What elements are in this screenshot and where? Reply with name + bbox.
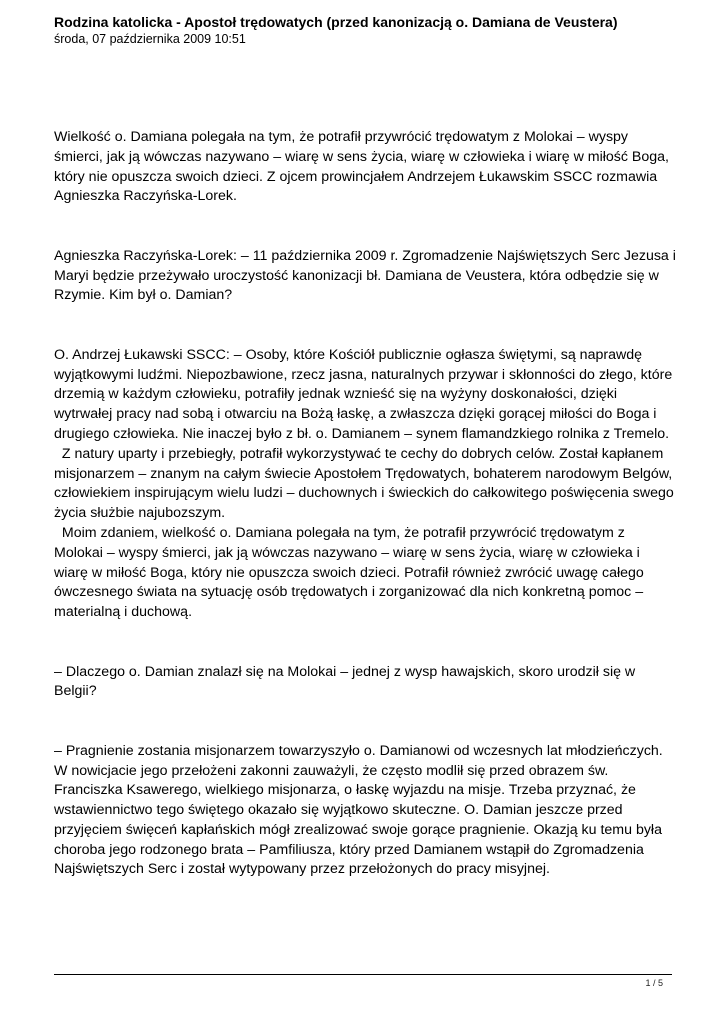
document-title: Rodzina katolicka - Apostoł trędowatych (przed kanonizacją o. Damiana de Veustera) [54,14,618,30]
interview-answer-1-paragraph-2: Z natury uparty i przebiegły, potrafił wykorzystywać te cechy do dobrych celów. Został kapłanem misjonarzem – znanym na całym świecie Apostołem Trędowatych, bohaterem narodowym Belgów, człowiekiem inspirującym wielu ludzi – duchownych i świeckich do całkowitego poświęcenia swego życia służbie najubozszym. [54,445,678,522]
article-lead: Wielkość o. Damiana polegała na tym, że potrafił przywrócić trędowatym z Molokai – wyspy śmierci, jak ją wówczas nazywano – wiarę w sens życia, wiarę w człowieka i wiarę w miłość Boga, który nie opuszcza swoich dzieci. Z ojcem prowincjałem Andrzejem Łukawskim SSCC rozmawia Agnieszka Raczyńska-Lorek. [54,129,673,205]
interview-question-2: – Dlaczego o. Damian znalazł się na Molokai – jednej z wysp hawajskich, skoro urodził się w Belgii? [54,663,640,700]
interview-answer-1-paragraph-1: O. Andrzej Łukawski SSCC: – Osoby, które Kościół publicznie ogłasza świętymi, są naprawdę wyjątkowymi ludźmi. Niepozbawione, rzecz jasna, naturalnych przywar i skłonności do złego, które drzemią w każdym człowieku, potrafiły jednak wznieść się na wyżyny doskonałości, dzięki wytrwałej pracy nad sobą i otwarciu na Bożą łaskę, a zwłaszcza dzięki gorącej miłości do Boga i drugiego człowieka. Nie inaczej było z bł. o. Damianem – synem flamandzkiego rolnika z Tremelo. [54,346,677,442]
interview-question-1: Agnieszka Raczyńska-Lorek: – 11 października 2009 r. Zgromadzenie Najświętszych Serc Jezusa i Maryi będzie przeżywało uroczystość kanonizacji bł. Damiana de Veustera, która odbędzie się w Rzymie. Kim był o. Damian? [54,247,680,304]
article-body [54,128,680,880]
page-header [54,14,674,47]
interview-answer-2: – Pragnienie zostania misjonarzem towarzyszyło o. Damianowi od wczesnych lat młodzieńczych. W nowicjacie jego przełożeni zakonni zauważyli, że często modlił się przed obrazem św. Franciszka Ksawerego, wielkiego misjonarza, o łaskę wyjazdu na misje. Trzeba przyznać, że wstawiennictwo tego świętego okazało się wyjątkowo skuteczne. O. Damian jeszcze przed przyjęciem święceń kapłańskich mógł zrealizować swoje gorące pragnienie. Okazją ku temu była choroba jego rodzonego brata – Pamfiliusza, który przed Damianem wstąpił do Zgromadzenia Najświętszych Serc i został wytypowany przez przełożonych do pracy misyjnej. [54,742,667,878]
footer-divider [54,974,672,975]
interview-answer-1-paragraph-3: Moim zdaniem, wielkość o. Damiana polegała na tym, że potrafił przywrócić trędowatym z Molokai – wyspy śmierci, jak ją wówczas nazywano – wiarę w sens życia, wiarę w człowieka i wiarę w miłość Boga, który nie opuszcza swoich dzieci. Potrafił również zwrócić uwagę całego ówczesnego świata na sytuację osób trędowatych i zorganizować dla nich konkretną pomoc – materialną i duchową. [54,524,648,621]
page-number: 1 / 5 [645,978,663,988]
document-date: środa, 07 października 2009 10:51 [54,32,246,46]
